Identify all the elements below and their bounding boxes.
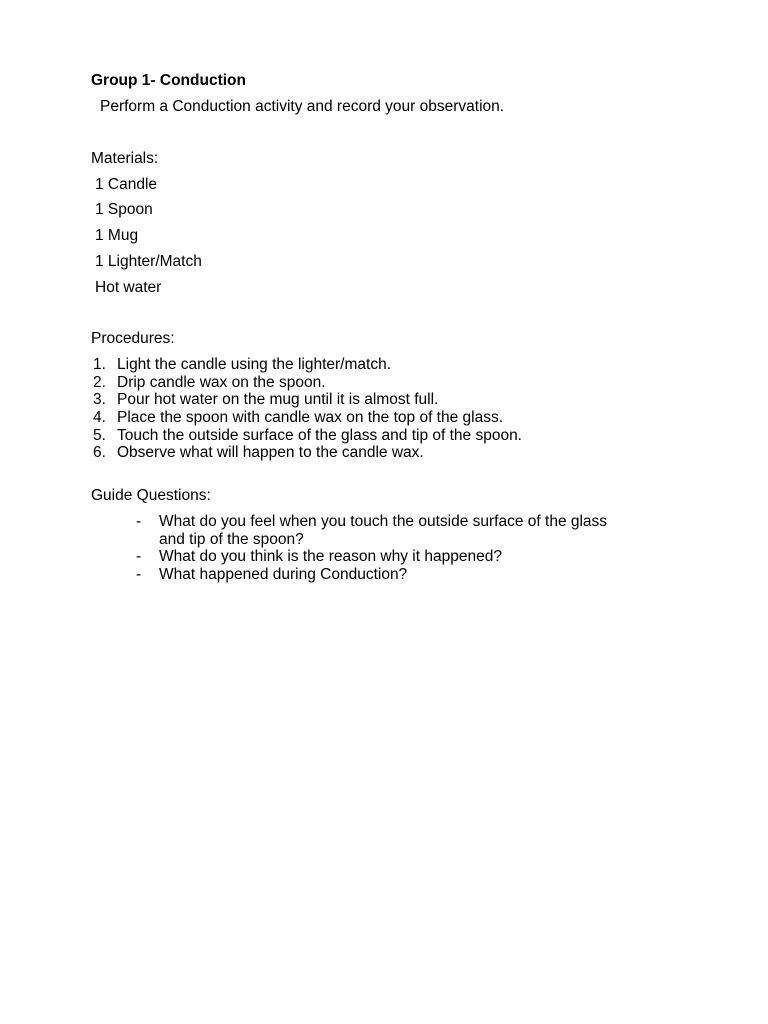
bullet-dash: -: [136, 566, 142, 583]
step-text: Drip candle wax on the spoon.: [117, 374, 326, 391]
list-item: 1 Candle: [95, 176, 158, 193]
list-item: Hot water: [95, 279, 162, 296]
list-item: 1 Mug: [95, 227, 139, 244]
procedures-heading: Procedures:: [91, 330, 175, 347]
step-number: 5.: [93, 427, 106, 444]
step-text: Light the candle using the lighter/match.: [117, 356, 392, 373]
question-text-continued: and tip of the spoon?: [159, 531, 304, 548]
step-number: 4.: [93, 409, 106, 426]
list-item: 1 Lighter/Match: [95, 253, 202, 270]
guide-questions-heading: Guide Questions:: [91, 487, 211, 504]
step-number: 2.: [93, 374, 106, 391]
instruction-text: Perform a Conduction activity and record your observation.: [100, 98, 505, 115]
question-text: What do you think is the reason why it happened?: [159, 548, 502, 565]
step-text: Pour hot water on the mug until it is almost full.: [117, 391, 439, 408]
step-number: 1.: [93, 356, 106, 373]
step-text: Observe what will happen to the candle wax.: [117, 444, 424, 461]
step-text: Place the spoon with candle wax on the top of the glass.: [117, 409, 504, 426]
bullet-dash: -: [136, 548, 142, 565]
question-text: What do you feel when you touch the outside surface of the glass: [159, 513, 608, 530]
bullet-dash: -: [136, 513, 142, 530]
step-number: 3.: [93, 391, 106, 408]
list-item: 1 Spoon: [95, 201, 153, 218]
question-text: What happened during Conduction?: [159, 566, 408, 583]
materials-heading: Materials:: [91, 150, 159, 167]
step-number: 6.: [93, 444, 106, 461]
document-title: Group 1- Conduction: [91, 72, 246, 89]
step-text: Touch the outside surface of the glass and tip of the spoon.: [117, 427, 522, 444]
